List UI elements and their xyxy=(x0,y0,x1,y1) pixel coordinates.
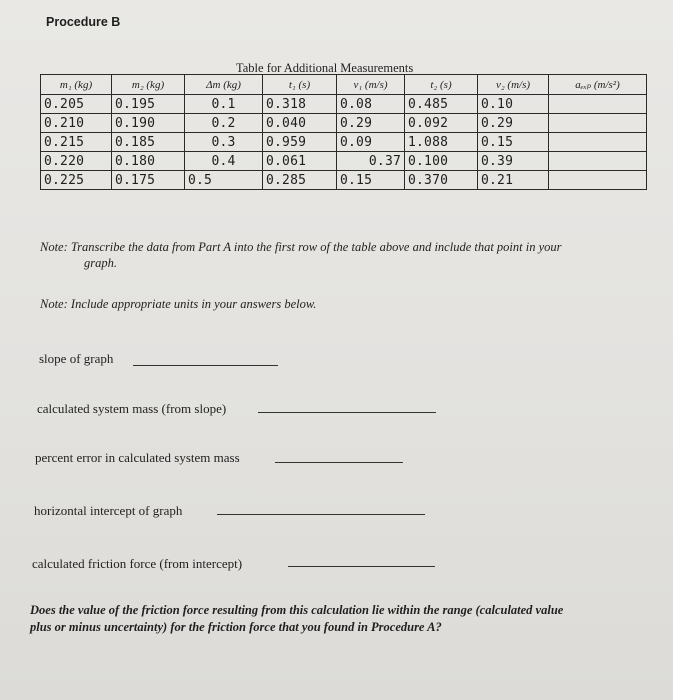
table-cell[interactable] xyxy=(549,133,647,152)
table-cell[interactable]: 0.4 xyxy=(185,152,263,171)
transcribe-note xyxy=(40,239,665,271)
table-cell[interactable] xyxy=(549,152,647,171)
table-cell[interactable]: 0.09 xyxy=(337,133,405,152)
table-cell[interactable]: 0.39 xyxy=(478,152,549,171)
question-slope-label: slope of graph xyxy=(39,351,114,366)
table-cell[interactable]: 0.485 xyxy=(405,95,478,114)
answer-blank-system-mass[interactable] xyxy=(258,412,436,413)
question-horizontal-intercept-label: horizontal intercept of graph xyxy=(34,503,183,518)
column-header: v₂ (m/s) xyxy=(478,75,549,95)
section-heading: Procedure B xyxy=(46,15,121,29)
question-friction-force-label: calculated friction force (from intercept) xyxy=(32,556,243,571)
note-text-continued: graph. xyxy=(84,256,117,270)
table-cell[interactable] xyxy=(549,114,647,133)
question-percent-error-label: percent error in calculated system mass xyxy=(35,450,240,465)
table-cell[interactable]: 0.15 xyxy=(478,133,549,152)
column-header: m₂ (kg) xyxy=(112,75,185,95)
note-label: Note: xyxy=(40,297,68,311)
table-cell[interactable]: 0.370 xyxy=(405,171,478,190)
table-cell[interactable]: 0.15 xyxy=(337,171,405,190)
table-cell[interactable]: 0.10 xyxy=(478,95,549,114)
column-header: Δm (kg) xyxy=(185,75,263,95)
table-cell[interactable]: 0.29 xyxy=(337,114,405,133)
measurements-table xyxy=(40,74,647,190)
column-header: m₁ (kg) xyxy=(41,75,112,95)
table-cell[interactable]: 0.185 xyxy=(112,133,185,152)
table-row xyxy=(41,95,647,114)
table-cell[interactable]: 0.285 xyxy=(263,171,337,190)
table-cell[interactable]: 0.29 xyxy=(478,114,549,133)
table-header-row xyxy=(41,75,647,95)
table-cell[interactable] xyxy=(549,95,647,114)
note-text: Include appropriate units in your answers below. xyxy=(70,297,317,311)
table-cell[interactable]: 0.3 xyxy=(185,133,263,152)
table-cell[interactable]: 0.37 xyxy=(337,152,405,171)
table-cell[interactable]: 0.061 xyxy=(263,152,337,171)
question-line: plus or minus uncertainty) for the friction force that you found in Procedure A? xyxy=(30,620,442,634)
table-row xyxy=(41,133,647,152)
table-cell[interactable]: 0.175 xyxy=(112,171,185,190)
table-cell[interactable]: 0.092 xyxy=(405,114,478,133)
units-note xyxy=(40,296,316,312)
column-header: aₑₓₚ (m/s²) xyxy=(549,75,647,95)
column-header: v₁ (m/s) xyxy=(337,75,405,95)
table-cell[interactable]: 0.959 xyxy=(263,133,337,152)
note-text: Transcribe the data from Part A into the first row of the table above and include that point in your xyxy=(70,240,562,254)
table-row xyxy=(41,171,647,190)
answer-blank-slope[interactable] xyxy=(133,365,278,366)
table-cell[interactable]: 0.040 xyxy=(263,114,337,133)
table-cell[interactable] xyxy=(549,171,647,190)
table-cell[interactable]: 0.2 xyxy=(185,114,263,133)
table-cell[interactable]: 0.100 xyxy=(405,152,478,171)
column-header: t₁ (s) xyxy=(263,75,337,95)
table-cell[interactable]: 0.1 xyxy=(185,95,263,114)
table-cell[interactable]: 0.318 xyxy=(263,95,337,114)
answer-blank-friction-force[interactable] xyxy=(288,566,435,567)
table-row xyxy=(41,152,647,171)
note-label: Note: xyxy=(40,240,68,254)
table-cell[interactable]: 0.180 xyxy=(112,152,185,171)
column-header: t₂ (s) xyxy=(405,75,478,95)
table-cell[interactable]: 1.088 xyxy=(405,133,478,152)
question-system-mass-label: calculated system mass (from slope) xyxy=(37,401,227,416)
table-cell[interactable]: 0.195 xyxy=(112,95,185,114)
table-cell[interactable]: 0.08 xyxy=(337,95,405,114)
question-line: Does the value of the friction force resulting from this calculation lie within the range (calculated value xyxy=(30,603,564,617)
friction-comparison-question xyxy=(30,602,673,636)
table-title: Table for Additional Measurements xyxy=(236,61,414,75)
table-cell[interactable]: 0.210 xyxy=(41,114,112,133)
table-cell[interactable]: 0.205 xyxy=(41,95,112,114)
table-cell[interactable]: 0.5 xyxy=(185,171,263,190)
table-cell[interactable]: 0.21 xyxy=(478,171,549,190)
answer-blank-percent-error[interactable] xyxy=(275,462,403,463)
table-cell[interactable]: 0.220 xyxy=(41,152,112,171)
table-cell[interactable]: 0.225 xyxy=(41,171,112,190)
answer-blank-horizontal-intercept[interactable] xyxy=(217,514,425,515)
table-cell[interactable]: 0.190 xyxy=(112,114,185,133)
table-row xyxy=(41,114,647,133)
table-cell[interactable]: 0.215 xyxy=(41,133,112,152)
